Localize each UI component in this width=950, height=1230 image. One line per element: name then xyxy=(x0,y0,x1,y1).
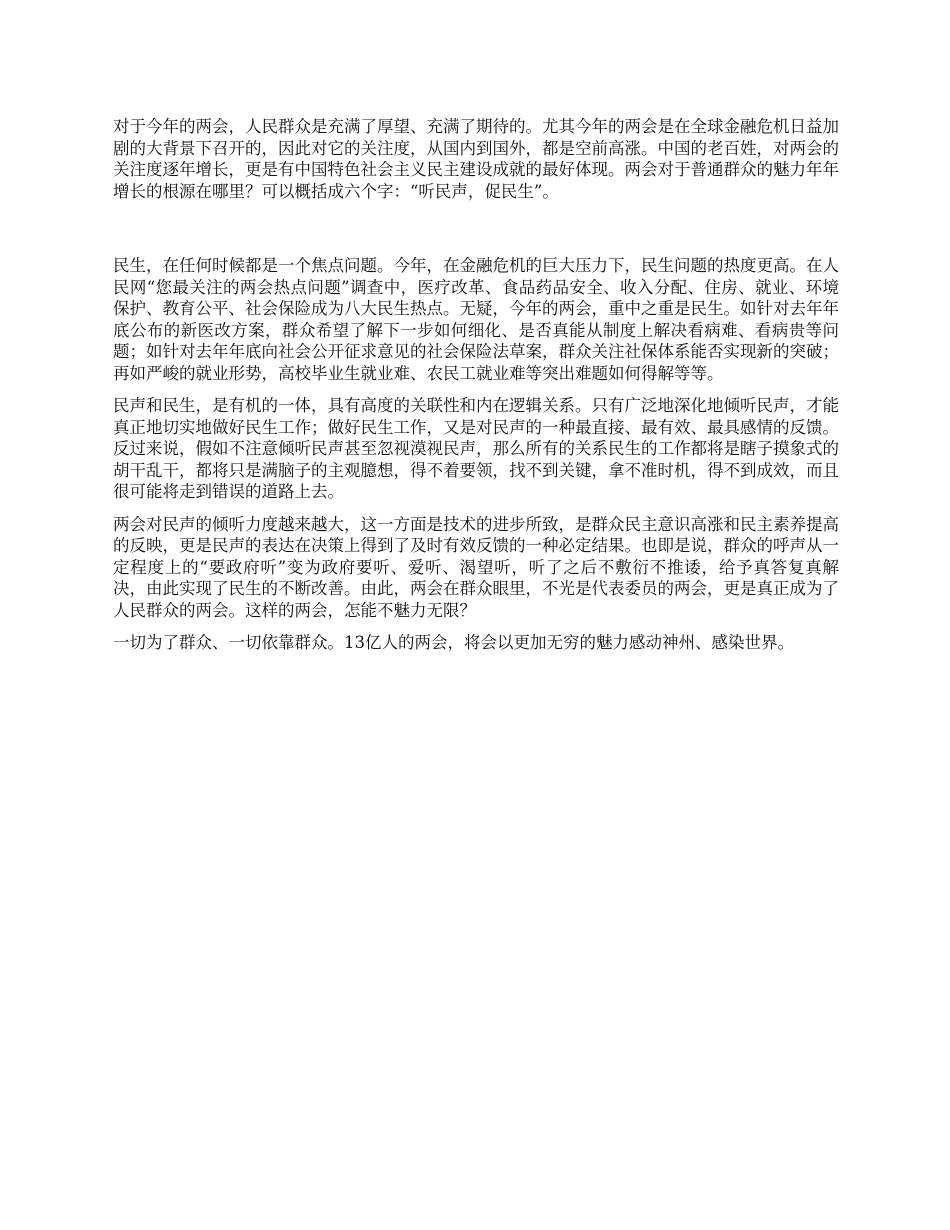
paragraph-3: 民声和民生，是有机的一体，具有高度的关联性和内在逻辑关系。只有广泛地深化地倾听民声，才能真正地切实地做好民生工作；做好民生工作，又是对民声的一种最直接、最有效、最具感情的反馈。反过来说，假如不注意倾听民声甚至忽视漠视民声，那么所有的关系民生的工作都将是瞎子摸象式的胡干乱干，都将只是满脑子的主观臆想，得不着要领，找不到关键，拿不准时机，得不到成效，而且很可能将走到错误的道路上去。 xyxy=(113,396,839,501)
paragraph-4: 两会对民声的倾听力度越来越大，这一方面是技术的进步所致，是群众民主意识高涨和民主素养提高的反映，更是民声的表达在决策上得到了及时有效反馈的一种必定结果。也即是说，群众的呼声从一定程度上的“要政府听”变为政府要听、爱听、渴望听，听了之后不敷衍不推诿，给予真答复真解决，由此实现了民生的不断改善。由此，两会在群众眼里，不光是代表委员的两会，更是真正成为了人民群众的两会。这样的两会，怎能不魅力无限？ xyxy=(113,514,839,620)
article-body xyxy=(113,116,839,665)
paragraph-5: 一切为了群众、一切依靠群众。13亿人的两会，将会以更加无穷的魅力感动神州、感染世界。 xyxy=(113,633,794,652)
paragraph-1: 对于今年的两会，人民群众是充满了厚望、充满了期待的。尤其今年的两会是在全球金融危机日益加剧的大背景下召开的，因此对它的关注度，从国内到国外，都是空前高涨。中国的老百姓，对两会的关注度逐年增长，更是有中国特色社会主义民主建设成就的最好体现。两会对于普通群众的魅力年年增长的根源在哪里？可以概括成六个字：“听民声，促民生”。 xyxy=(113,117,839,201)
paragraph-2: 民生，在任何时候都是一个焦点问题。今年，在金融危机的巨大压力下，民生问题的热度更高。在人民网“您最关注的两会热点问题”调查中，医疗改革、食品药品安全、收入分配、住房、就业、环境保护、教育公平、社会保险成为八大民生热点。无疑，今年的两会，重中之重是民生。如针对去年年底公布的新医改方案，群众希望了解下一步如何细化、是否真能从制度上解决看病难、看病贵等问题；如针对去年年底向社会公开征求意见的社会保险法草案，群众关注社保体系能否实现新的突破；再如严峻的就业形势，高校毕业生就业难、农民工就业难等突出难题如何得解等等。 xyxy=(113,256,839,383)
